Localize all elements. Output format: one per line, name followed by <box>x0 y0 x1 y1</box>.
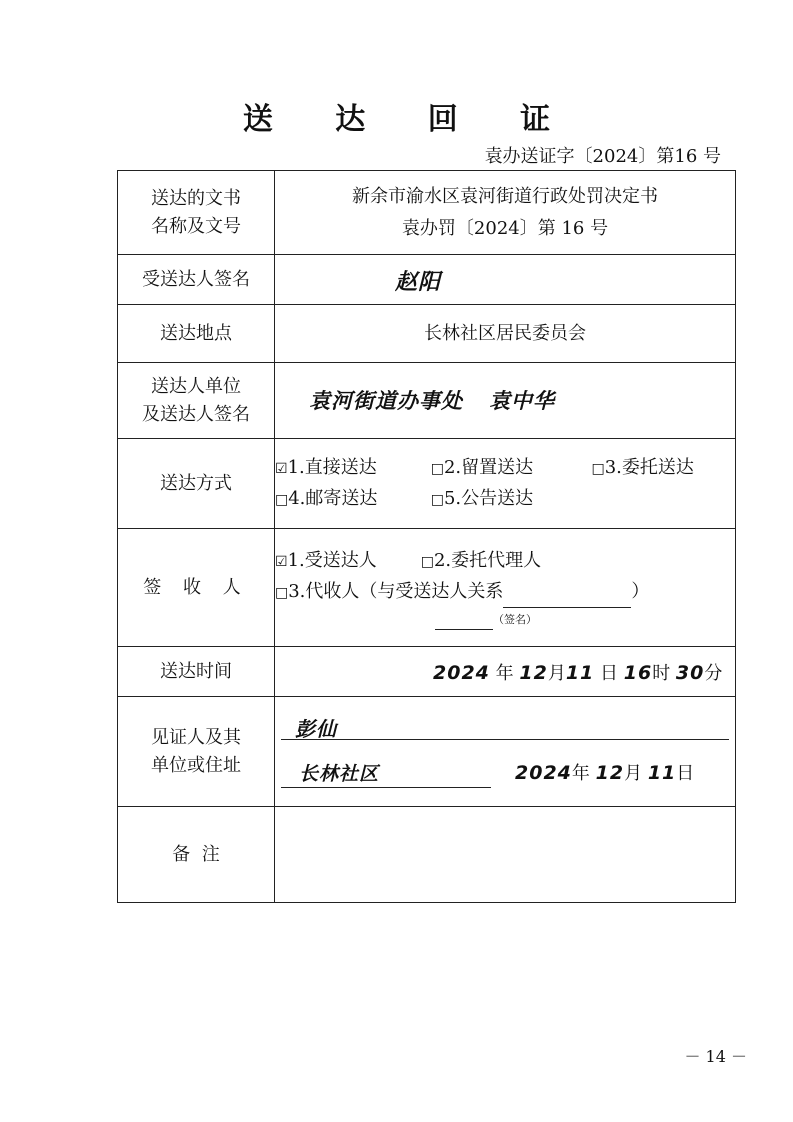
receiver-line-3 <box>275 608 735 630</box>
label-place: 送达地点 <box>118 305 275 363</box>
method-option-4-label: 4.邮寄送达 <box>288 487 378 509</box>
row-receiver <box>118 529 736 647</box>
row-witness <box>118 697 736 807</box>
time-hour: 16 <box>623 662 653 684</box>
method-option-5-label: 5.公告送达 <box>443 487 534 509</box>
label-witness <box>118 697 275 807</box>
row-doc-name <box>118 171 736 255</box>
label-doc-name-line2: 名称及文号 <box>151 215 241 237</box>
witness-year: 2024 <box>515 762 572 784</box>
value-recipient-sign <box>275 255 736 305</box>
checkbox-checked-icon: ☑ <box>275 553 288 570</box>
value-remarks[interactable] <box>275 807 736 903</box>
label-server-line1: 送达人单位 <box>151 375 241 397</box>
value-place: 长林社区居民委员会 <box>275 305 736 363</box>
label-server-line2: 及送达人签名 <box>142 403 250 425</box>
method-option-3-label: 3.委托送达 <box>604 456 694 478</box>
relationship-blank[interactable] <box>503 589 631 608</box>
row-time <box>118 647 736 697</box>
checkbox-checked-icon: ☑ <box>275 460 288 477</box>
witness-month-unit: 月 <box>624 763 643 784</box>
checkbox-icon: □ <box>275 491 289 508</box>
label-witness-line1: 见证人及其 <box>151 726 241 748</box>
witness-year-unit: 年 <box>571 763 590 784</box>
method-line-1 <box>275 453 735 484</box>
sign-note: （签名） <box>493 612 537 626</box>
time-month-unit: 月 <box>547 663 566 684</box>
method-option-2-label: 2.留置送达 <box>443 456 534 478</box>
witness-name-line <box>281 739 729 740</box>
value-method <box>275 439 736 529</box>
row-place <box>118 305 736 363</box>
server-signature: 袁中华 <box>489 389 555 413</box>
document-number: 袁办送证字〔2024〕第16 号 <box>484 146 721 167</box>
label-method: 送达方式 <box>118 439 275 529</box>
method-option-4[interactable] <box>275 484 425 515</box>
receiver-option-1-label: 1.受送达人 <box>287 549 377 571</box>
receiver-option-3-close: ） <box>631 580 650 602</box>
witness-day-unit: 日 <box>676 763 695 784</box>
value-doc-name <box>275 171 736 255</box>
label-doc-name <box>118 171 275 255</box>
time-minute-unit: 分 <box>704 663 723 684</box>
row-recipient-sign <box>118 255 736 305</box>
page-number: － 14 － <box>684 1047 747 1066</box>
witness-unit-line <box>281 787 491 788</box>
time-day-unit: 日 <box>600 663 618 684</box>
receiver-line-1 <box>275 546 735 577</box>
delivery-receipt-table <box>117 170 736 903</box>
witness-day: 11 <box>647 762 677 784</box>
checkbox-icon: □ <box>430 460 444 477</box>
time-day: 11 <box>565 662 595 684</box>
witness-month: 12 <box>595 762 625 784</box>
server-unit-handwritten: 袁河街道办事处 <box>309 389 463 413</box>
doc-name-number: 袁办罚〔2024〕第 16 号 <box>401 217 609 239</box>
label-witness-line2: 单位或住址 <box>151 754 241 776</box>
receiver-option-2[interactable] <box>421 546 541 577</box>
method-option-2[interactable] <box>431 453 586 484</box>
value-witness <box>275 697 736 807</box>
doc-name-title: 新余市渝水区袁河街道行政处罚决定书 <box>352 185 658 207</box>
time-month: 12 <box>519 662 548 684</box>
witness-name: 彭仙 <box>295 717 337 741</box>
checkbox-icon: □ <box>275 584 289 601</box>
method-option-1[interactable] <box>275 453 425 484</box>
label-server <box>118 363 275 439</box>
delivery-time <box>433 659 722 685</box>
label-remarks: 备 注 <box>118 807 275 903</box>
time-hour-unit: 时 <box>652 663 671 684</box>
receiver-option-3-label: 3.代收人（与受送达人关系 <box>288 580 504 602</box>
witness-date <box>515 759 694 785</box>
value-server <box>275 363 736 439</box>
row-remarks <box>118 807 736 903</box>
label-doc-name-line1: 送达的文书 <box>151 187 241 209</box>
checkbox-icon: □ <box>420 553 434 570</box>
witness-unit: 长林社区 <box>299 763 380 785</box>
label-time: 送达时间 <box>118 647 275 697</box>
receiver-option-3[interactable] <box>275 577 503 608</box>
label-recipient-sign: 受送达人签名 <box>118 255 275 305</box>
receiver-option-1[interactable] <box>275 546 415 577</box>
value-receiver <box>275 529 736 647</box>
checkbox-icon: □ <box>591 460 605 477</box>
value-time <box>275 647 736 697</box>
time-year-unit: 年 <box>495 663 514 684</box>
method-option-1-label: 1.直接送达 <box>287 456 377 478</box>
agent-signature-blank[interactable] <box>435 611 493 630</box>
label-receiver: 签 收 人 <box>118 529 275 647</box>
method-option-5[interactable] <box>431 484 533 515</box>
method-line-2 <box>275 484 735 515</box>
recipient-signature: 赵阳 <box>395 270 442 295</box>
receiver-option-2-label: 2.委托代理人 <box>433 549 542 571</box>
document-title: 送 达 回 证 <box>242 102 577 137</box>
time-minute: 30 <box>675 662 705 684</box>
checkbox-icon: □ <box>430 491 444 508</box>
method-option-3[interactable] <box>591 453 693 484</box>
row-server <box>118 363 736 439</box>
time-year: 2024 <box>433 662 490 684</box>
receiver-line-2 <box>275 577 735 608</box>
row-method <box>118 439 736 529</box>
